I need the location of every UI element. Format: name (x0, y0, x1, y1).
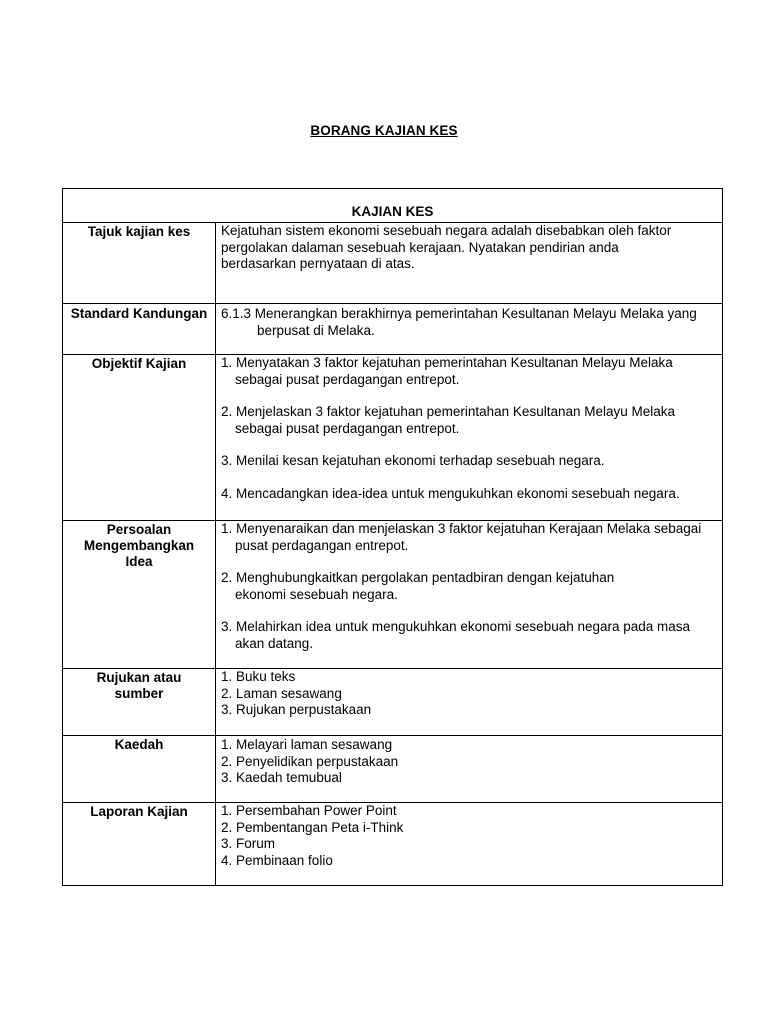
row-persoalan (63, 520, 722, 668)
persoalan-item-3: 3. Melahirkan idea untuk mengukuhkan ekonomi sesebuah negara pada masa akan datang. (221, 619, 691, 651)
laporan-item-1: 1. Persembahan Power Point (221, 803, 397, 818)
table-header-title: KAJIAN KES (351, 204, 434, 219)
table-header (63, 189, 722, 222)
content-laporan (216, 803, 722, 885)
case-study-form-table (62, 188, 723, 886)
content-objektif (216, 355, 722, 520)
rujukan-item-2: 2. Laman sesawang (221, 685, 342, 701)
persoalan-item-1: 1. Menyenaraikan dan menjelaskan 3 faktor kejatuhan Kerajaan Melaka sebagai pusat perdagangan entrepot. (221, 521, 702, 553)
laporan-item-3: 3. Forum (221, 836, 276, 851)
laporan-item-4: 4. Pembinaan folio (221, 852, 333, 868)
content-tajuk (216, 223, 722, 303)
row-standard (63, 303, 722, 354)
kaedah-item-2: 2. Penyelidikan perpustakaan (221, 753, 399, 769)
row-objektif (63, 354, 722, 520)
row-kaedah (63, 735, 722, 802)
row-laporan (63, 802, 722, 885)
standard-line-1: 6.1.3 Menerangkan berakhirnya pemerintahan Kesultanan Melayu Melaka yang (221, 306, 697, 321)
laporan-item-2: 2. Pembentangan Peta i-Think (221, 819, 404, 835)
kaedah-item-1: 1. Melayari laman sesawang (221, 737, 393, 752)
content-kaedah (216, 736, 722, 802)
label-tajuk: Tajuk kajian kes (63, 223, 216, 303)
objektif-item-2: 2. Menjelaskan 3 faktor kejatuhan pemerintahan Kesultanan Melayu Melaka sebagai pusat perdagangan entrepot. (221, 404, 676, 436)
persoalan-item-2: 2. Menghubungkaitkan pergolakan pentadbiran dengan kejatuhan ekonomi sesebuah negara. (221, 570, 615, 602)
objektif-item-3: 3. Menilai kesan kejatuhan ekonomi terhadap sesebuah negara. (221, 453, 605, 468)
content-persoalan (216, 521, 722, 668)
label-standard: Standard Kandungan (63, 304, 216, 354)
content-standard (216, 304, 722, 354)
label-kaedah: Kaedah (63, 736, 216, 802)
rujukan-item-1: 1. Buku teks (221, 669, 296, 684)
standard-line-2: berpusat di Melaka. (257, 322, 375, 338)
label-objektif: Objektif Kajian (63, 355, 216, 520)
row-tajuk (63, 222, 722, 303)
tajuk-text: Kejatuhan sistem ekonomi sesebuah negara adalah disebabkan oleh faktor pergolakan dalaman sesebuah kerajaan. Nyatakan pendirian anda berdasarkan pernyataan di atas. (221, 223, 672, 271)
label-laporan: Laporan Kajian (63, 803, 216, 885)
objektif-item-4: 4. Mencadangkan idea-idea untuk mengukuhkan ekonomi sesebuah negara. (221, 485, 680, 501)
kaedah-item-3: 3. Kaedah temubual (221, 770, 342, 785)
label-rujukan: Rujukan atau sumber (63, 669, 216, 735)
page-title: BORANG KAJIAN KES (310, 123, 458, 138)
content-rujukan (216, 669, 722, 735)
label-persoalan: Persoalan Mengembangkan Idea (63, 521, 216, 668)
objektif-item-1: 1. Menyatakan 3 faktor kejatuhan pemerintahan Kesultanan Melayu Melaka sebagai pusat perdagangan entrepot. (221, 355, 673, 387)
rujukan-item-3: 3. Rujukan perpustakaan (221, 702, 372, 717)
row-rujukan (63, 668, 722, 735)
